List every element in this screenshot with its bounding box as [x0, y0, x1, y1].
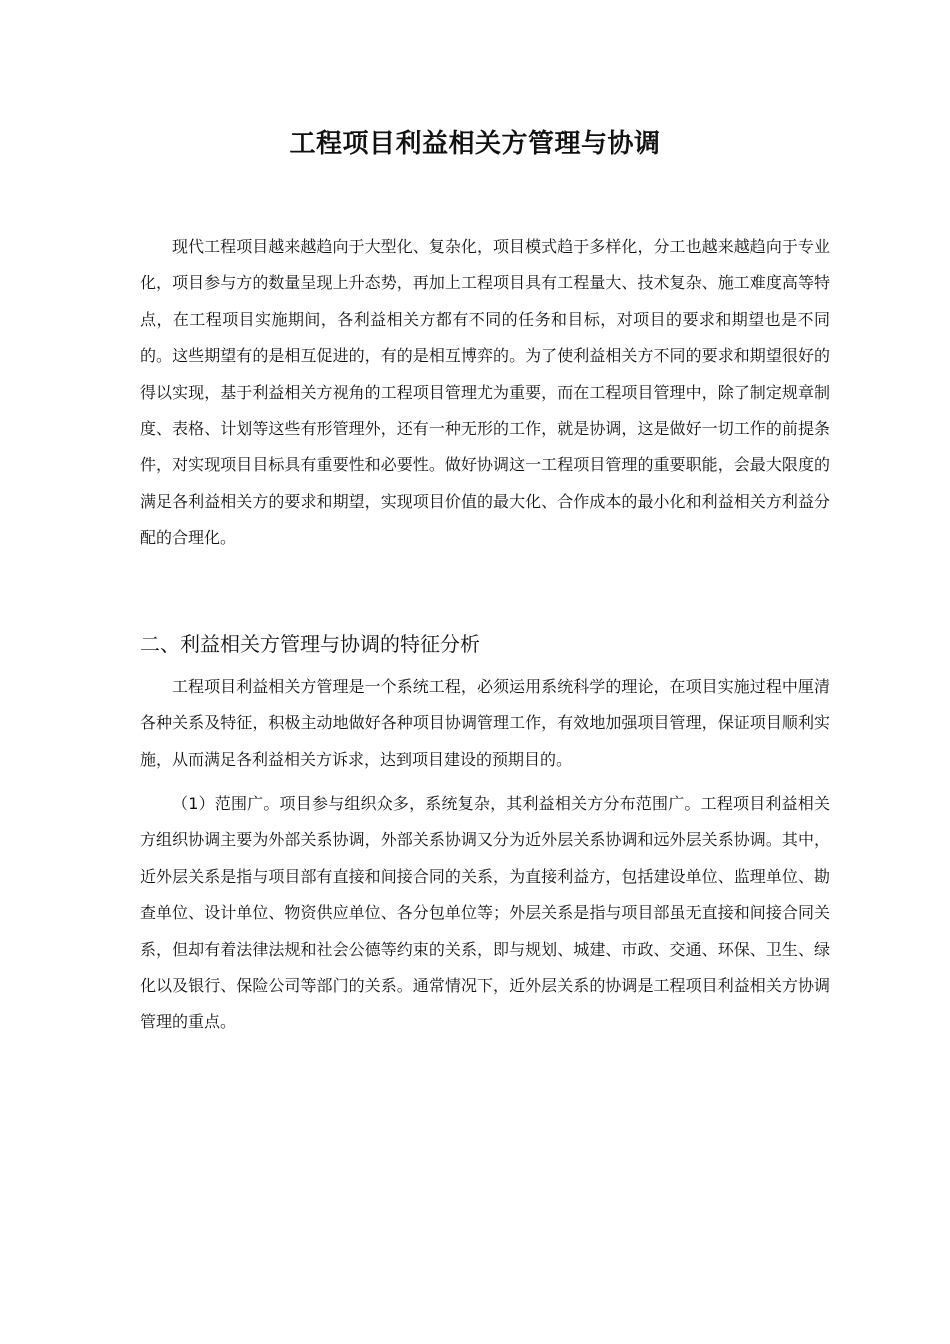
- document-title: 工程项目利益相关方管理与协调: [289, 129, 661, 159]
- section-paragraph: （1）范围广。项目参与组织众多，系统复杂，其利益相关方分布范围广。工程项目利益相关方组织协调主要为外部关系协调，外部关系协调又分为近外层关系协调和远外层关系协调。其中，近外层关系是指与项目部有直接和间接合同的关系，为直接利益方，包括建设单位、监理单位、勘查单位、设计单位、物资供应单位、各分包单位等；外层关系是指与项目部虽无直接和间接合同关系，但却有着法律法规和社会公德等约束的关系，即与规划、城建、市政、交通、环保、卫生、绿化以及银行、保险公司等部门的关系。通常情况下，近外层关系的协调是工程项目利益相关方协调管理的重点。: [140, 794, 830, 1032]
- intro-paragraph: 现代工程项目越来越趋向于大型化、复杂化，项目模式趋于多样化，分工也越来越趋向于专业化，项目参与方的数量呈现上升态势，再加上工程项目具有工程量大、技术复杂、施工难度高等特点，在工程项目实施期间，各利益相关方都有不同的任务和目标，对项目的要求和期望也是不同的。这些期望有的是相互促进的，有的是相互博弈的。为了使利益相关方不同的要求和期望很好的得以实现，基于利益相关方视角的工程项目管理尤为重要，而在工程项目管理中，除了制定规章制度、表格、计划等这些有形管理外，还有一种无形的工作，就是协调，这是做好一切工作的前提条件，对实现项目目标具有重要性和必要性。做好协调这一工程项目管理的重要职能，会最大限度的满足各利益相关方的要求和期望，实现项目价值的最大化、合作成本的最小化和利益相关方利益分配的合理化。: [140, 237, 830, 548]
- section-paragraph: 工程项目利益相关方管理是一个系统工程，必须运用系统科学的理论，在项目实施过程中厘清各种关系及特征，积极主动地做好各种项目协调管理工作，有效地加强项目管理，保证项目顺利实施，从而满足各利益相关方诉求，达到项目建设的预期目的。: [140, 677, 830, 769]
- section-heading: 二、利益相关方管理与协调的特征分析: [140, 632, 480, 656]
